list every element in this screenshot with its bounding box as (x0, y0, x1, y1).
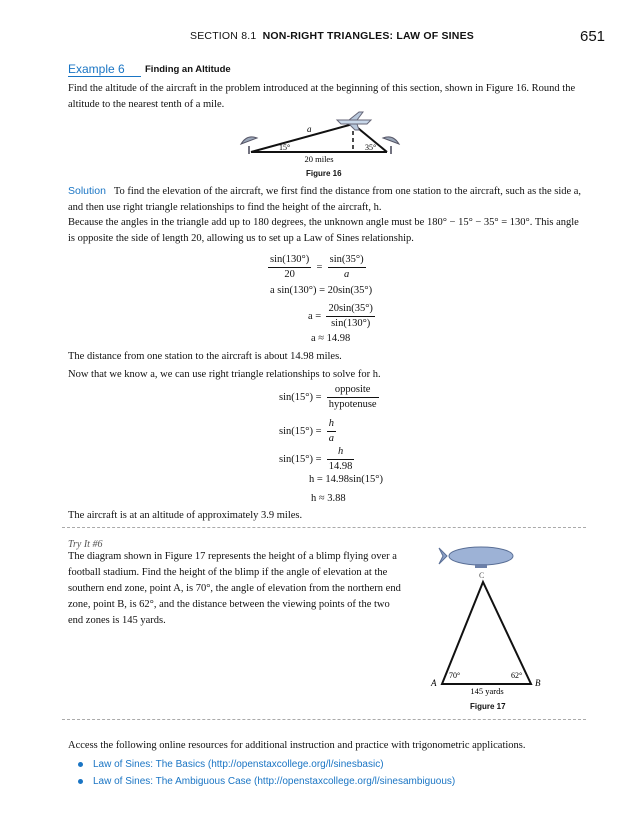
fig16-side-a: a (307, 124, 312, 134)
fig17-base-label: 145 yards (470, 686, 504, 696)
fig16-base-label: 20 miles (304, 154, 334, 164)
fig17-vertex-a: A (431, 678, 437, 688)
section-title: NON-RIGHT TRIANGLES: LAW OF SINES (262, 30, 474, 42)
equation-4: a ≈ 14.98 (311, 333, 351, 344)
equation-6: sin(15°) = $\frac{h}{a}$ (279, 418, 334, 444)
resource-link-ambiguous[interactable]: Law of Sines: The Ambiguous Case (http://openstaxcollege.org/l/sinesambiguous) (78, 776, 455, 787)
figure-16-diagram (235, 110, 415, 168)
divider-bottom (62, 719, 586, 720)
try-it-text: The diagram shown in Figure 17 represents the height of a blimp flying over a football stadium. Find the height of the blimp if the angle of elevation at the southern end zone, point A, is 70°, the angle of elevation from the northern end zone, point B, is 62°, and the distance between the viewing points of the two end zones is 145 yards. (68, 551, 401, 626)
equation-7: sin(15°) = $\frac{h}{14.98}$ (279, 446, 353, 472)
resource-link-basics[interactable]: Law of Sines: The Basics (http://openstaxcollege.org/l/sinesbasic) (78, 759, 384, 770)
equation-9: h ≈ 3.88 (311, 493, 346, 504)
eq1-right-num: sin(35°) (328, 253, 366, 268)
fig17-vertex-c: C (479, 571, 485, 580)
solution-text: To find the elevation of the aircraft, we first find the distance from one station to the aircraft, such as the side a, and then use right triangle relationships to find the height of the aircraft, h. (68, 186, 582, 213)
equation-2: a sin(130°) = 20sin(35°) (270, 285, 373, 296)
equation-5: sin(15°) = $\frac{\text{opposite}}{\text{hypotenuse}}$ (279, 384, 377, 410)
angle-paragraph: Because the angles in the triangle add up to 180 degrees, the unknown angle must be 180° − 15° − 35° = 130°. This angle is opposite the side of length 20, allowing us to set up a Law of Sines relationship. (68, 217, 579, 244)
fig16-angle-right: 35° (365, 143, 377, 152)
divider-top (62, 527, 586, 528)
running-head (190, 30, 474, 42)
page-number: 651 (580, 28, 606, 45)
now-paragraph: Now that we know a, we can use right triangle relationships to solve for h. (68, 369, 381, 380)
resources-intro: Access the following online resources for additional instruction and practice with trigonometric applications. (68, 740, 526, 751)
figure-17-diagram (425, 540, 550, 700)
eq1-left-num: sin(130°) (268, 253, 311, 268)
example-title: Finding an Altitude (145, 64, 231, 75)
conclusion-paragraph: The aircraft is at an altitude of approximately 3.9 miles. (68, 510, 303, 521)
blimp-icon (439, 547, 513, 568)
problem-text: Find the altitude of the aircraft in the problem introduced at the beginning of this section, shown in Figure 16. Round the altitude to the nearest tenth of a mile. (68, 83, 576, 110)
equation-law-of-sines: $\frac{\sin(130^\circ)}{20}$ = $\frac{\sin(35^\circ)}{a}$ (270, 254, 364, 280)
example-label: Example 6 (68, 62, 141, 77)
figure-17-caption: Figure 17 (470, 702, 506, 711)
section-number: SECTION 8.1 (190, 30, 257, 42)
fig17-angle-b: 62° (511, 671, 523, 680)
solution-paragraph (68, 183, 588, 216)
fig17-angle-a: 70° (449, 671, 461, 680)
bullet-icon (78, 762, 83, 767)
equation-3: a = $\frac{20\sin(35^\circ)}{\sin(130^\circ)}$ (308, 303, 373, 329)
figure-16-caption: Figure 16 (306, 169, 342, 178)
fig17-vertex-b: B (535, 678, 541, 688)
equation-8: h = 14.98sin(15°) (309, 474, 383, 485)
eq1-right-den: a (343, 269, 350, 280)
try-it-label: Try It #6 (68, 539, 103, 550)
distance-paragraph: The distance from one station to the aircraft is about 14.98 miles. (68, 351, 342, 362)
fig16-angle-left: 15° (279, 143, 291, 152)
eq1-left-den: 20 (284, 269, 295, 280)
bullet-icon (78, 779, 83, 784)
solution-label: Solution (68, 185, 106, 197)
